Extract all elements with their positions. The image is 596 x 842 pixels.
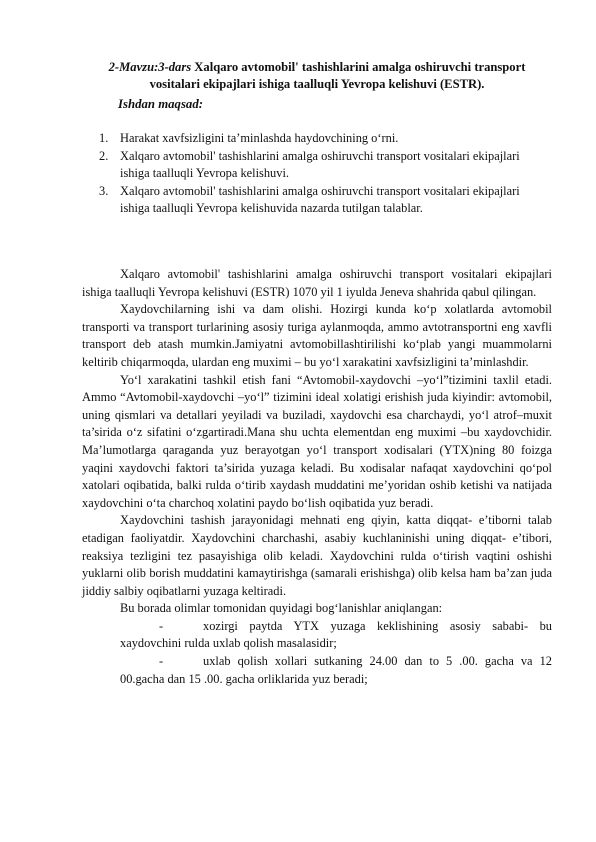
lesson-title-text: Xalqaro avtomobil' tashishlarini amalga oshiruvchi transport vositalari ekipajlari ishiga taalluqli Yevropa kelishuvi (ESTR). (149, 60, 526, 91)
body-paragraph: Xalqaro avtomobil' tashishlarini amalga oshiruvchi transport vositalari ekipajlari ishiga taalluqli Yevropa kelishuvi (ESTR) 1070 yil 1 iyulda Jeneva shahrida qabul qilingan. (82, 267, 552, 299)
bullet-text: uxlab qolish xollari sutkaning 24.00 dan to 5 .00. gacha va 12 00.gacha dan 15 .00. gacha orliklarida yuz beradi; (120, 654, 552, 686)
bullet-dash: - (159, 654, 164, 669)
list-intro: Bu borada olimlar tomonidan quyidagi bog‘lanishlar aniqlangan: (120, 601, 443, 616)
goal-item (99, 130, 539, 148)
lesson-title-prefix: 2-Mavzu:3-dars (108, 60, 192, 74)
body-paragraph: Xaydovchini tashish jarayonidagi mehnati eng qiyin, katta diqqat- e’tiborni talab etadigan faoliyatdir. Xaydovchini charchashi, asabiy kuchlaninishi uning diqqat- e’tibori, reaksiya tezligini tez pasayishiga olib keladi. Xaydovchini rulda o‘tirish vaqtini oshishi yuklarni olib borish muddatini kamaytirishga (samarali erishishga) olib kelsa ham ba’zan juda jiddiy salbiy oqibatlarni yuzaga keltiradi. (82, 513, 552, 598)
goal-item (99, 183, 539, 218)
goal-number: 1. (99, 131, 109, 145)
goal-number: 2. (99, 148, 109, 163)
document-body (82, 266, 552, 688)
bullet-text: xozirgi paytda YTX yuzaga keklishining asosiy sababi- bu xaydovchini rulda uxlab qolish masalasidir; (120, 618, 552, 651)
goal-item (99, 148, 539, 183)
goals-list (99, 130, 539, 218)
goal-text: Xalqaro avtomobil' tashishlarini amalga oshiruvchi transport vositalari ekipajlari ishiga taalluqli Yevropa kelishuvida nazarda tutilgan talablar. (120, 183, 520, 216)
lesson-title (82, 59, 552, 93)
aim-heading: Ishdan maqsad: (118, 97, 203, 111)
bullet-item (82, 653, 552, 688)
goal-text: Harakat xavfsizligini ta’minlashda haydovchining o‘rni. (120, 131, 399, 145)
goal-number: 3. (99, 183, 109, 198)
bullet-dash: - (159, 618, 164, 633)
body-paragraph: Yo‘l xarakatini tashkil etish fani “Avtomobil-xaydovchi –yo‘l”tizimini taxlil etadi. Ammo “Avtomobil-xaydovchi –yo‘l” tizimini ideal xolatigi erishish juda kiyindir: avtomobil, uning qismlari va detallari yeyiladi va buziladi, xaydovchi esa charchaydi, yo‘l atrof–muxit ta’sirida o‘z sifatini o‘zgartiradi.Mana shu uchta elementdan eng muximi –bu xaydovchidir. Ma’lumotlarga qaraganda yuz berayotgan yo‘l transport xodisalari (YTX)ning 80 foizga yaqini xaydovchi faktori ta’sirida yuzaga keladi. Bu xodisalar nafaqat xaydovchini qo‘pol xatolari oqibatida, balki rulda o‘tirib xaydash muddatini me’yoridan oshib ketishi va natijada xaydovchini o‘ta charchoq xolatini paydo bo‘lish oqibatida yuz beradi. (82, 372, 552, 510)
goal-text: Xalqaro avtomobil' tashishlarini amalga oshiruvchi transport vositalari ekipajlari ishiga taalluqli Yevropa kelishuvi. (120, 148, 520, 181)
body-paragraph: Xaydovchilarning ishi va dam olishi. Hozirgi kunda ko‘p xolatlarda avtomobil transporti va transport turlarining asosiy turiga aylanmoqda, ammo avtotransportni eng xavfli transport deb atash mumkin.Jamiyatni avtomobillashtirilishi ko‘plab yangi muammolarni keltirib chiqarmoqda, ulardan eng muximi – bu yo‘l xarakatini xavfsizligini ta’minlashdir. (82, 302, 552, 369)
bullet-item (82, 618, 552, 653)
